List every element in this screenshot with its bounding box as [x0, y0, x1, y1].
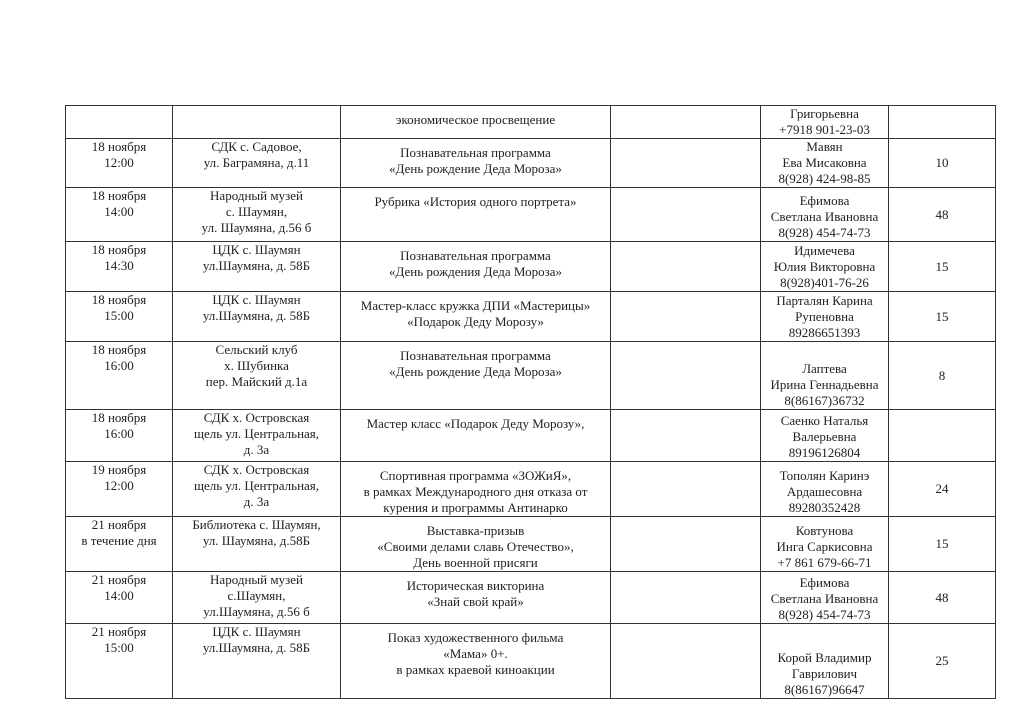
contact-line: Ирина Геннадьевна: [770, 377, 879, 392]
date-cell: [66, 292, 173, 342]
contact-line: Светлана Ивановна: [770, 591, 879, 606]
date-line: 16:00: [104, 426, 134, 441]
participants-count-cell: 15: [889, 517, 996, 572]
table-row: [66, 624, 996, 699]
date-line: 18 ноября: [91, 188, 147, 203]
place-line: ЦДК с. Шаумян: [212, 624, 301, 639]
place-line: Библиотека с. Шаумян,: [192, 517, 321, 532]
place-line: ул. Шаумяна, д.56 б: [201, 220, 312, 235]
contact-line: Ковтунова: [795, 523, 854, 538]
contact-line: Гаврилович: [791, 666, 858, 681]
contact-line: Ефимова: [799, 575, 850, 590]
date-line: 21 ноября: [91, 517, 147, 532]
place-line: ЦДК с. Шаумян: [212, 242, 301, 257]
empty-cell: [611, 624, 761, 699]
event-line: «День рождение Деда Мороза»: [389, 364, 562, 379]
place-line: ЦДК с. Шаумян: [212, 292, 301, 307]
date-cell: [66, 342, 173, 410]
event-line: Познавательная программа: [400, 348, 551, 363]
event-line: День военной присяги: [413, 555, 538, 570]
contact-line: 8(928) 454-74-73: [778, 225, 871, 240]
table-row: [66, 242, 996, 292]
date-line: 14:00: [104, 588, 134, 603]
event-line: Историческая викторина: [406, 578, 545, 593]
event-cell: [341, 410, 611, 462]
place-line: щель ул. Центральная,: [193, 426, 320, 441]
contact-cell: [761, 342, 889, 410]
event-cell: [341, 242, 611, 292]
place-cell: [173, 410, 341, 462]
place-line: д. 3а: [243, 494, 270, 509]
contact-line: Валерьевна: [792, 429, 857, 444]
place-line: ул.Шаумяна, д. 58Б: [202, 258, 311, 273]
place-line: ул. Шаумяна, д.58Б: [202, 533, 311, 548]
event-line: курения и программы Антинарко: [383, 500, 568, 515]
event-line: Познавательная программа: [400, 145, 551, 160]
contact-line: 8(86167)36732: [784, 393, 865, 408]
date-cell: [66, 624, 173, 699]
event-line: экономическое просвещение: [395, 112, 556, 127]
contact-line: Корой Владимир: [777, 650, 872, 665]
date-line: 18 ноября: [91, 139, 147, 154]
date-cell: [66, 242, 173, 292]
date-cell: [66, 572, 173, 624]
contact-cell: [761, 517, 889, 572]
event-cell: [341, 572, 611, 624]
place-line: Народный музей: [210, 572, 303, 587]
date-line: 12:00: [104, 155, 134, 170]
date-line: 18 ноября: [91, 242, 147, 257]
contact-line: Лаптева: [802, 361, 847, 376]
contact-line: Идимечева: [794, 243, 855, 258]
contact-line: Григорьевна: [790, 106, 859, 121]
date-cell: [66, 106, 173, 139]
event-line: Мастер-класс кружка ДПИ «Мастерицы»: [360, 298, 591, 313]
contact-line: 8(928)401-76-26: [780, 275, 869, 290]
event-line: Рубрика «История одного портрета»: [374, 194, 577, 209]
empty-cell: [611, 517, 761, 572]
event-cell: [341, 106, 611, 139]
date-line: 21 ноября: [91, 624, 147, 639]
contact-line: Мавян: [806, 139, 843, 154]
empty-cell: [611, 410, 761, 462]
place-line: с.Шаумян,: [227, 588, 286, 603]
event-line: Спортивная программа «ЗОЖиЯ»,: [379, 468, 572, 483]
place-line: ул.Шаумяна, д. 58Б: [202, 640, 311, 655]
table-row: [66, 188, 996, 242]
empty-cell: [611, 342, 761, 410]
place-line: пер. Майский д.1а: [205, 374, 308, 389]
place-cell: [173, 292, 341, 342]
contact-cell: [761, 242, 889, 292]
contact-line: Парталян Карина: [776, 293, 873, 308]
table-row: [66, 342, 996, 410]
empty-cell: [611, 572, 761, 624]
contact-cell: [761, 462, 889, 517]
table-row: [66, 572, 996, 624]
contact-cell: [761, 410, 889, 462]
contact-line: 89286651393: [788, 325, 861, 340]
table-row: [66, 517, 996, 572]
participants-count-cell: [889, 410, 996, 462]
participants-count-cell: 25: [889, 624, 996, 699]
table-row: [66, 106, 996, 139]
event-cell: [341, 517, 611, 572]
participants-count-cell: 15: [889, 242, 996, 292]
contact-line: +7 861 679-66-71: [777, 555, 872, 570]
participants-count-cell: 15: [889, 292, 996, 342]
place-cell: [173, 242, 341, 292]
contact-line: Саенко Наталья: [780, 413, 869, 428]
event-line: Показ художественного фильма: [387, 630, 564, 645]
event-line: Выставка-призыв: [426, 523, 525, 538]
event-line: «День рождения Деда Мороза»: [388, 264, 563, 279]
events-table-body: [66, 106, 996, 699]
contact-cell: [761, 106, 889, 139]
event-cell: [341, 342, 611, 410]
contact-cell: [761, 188, 889, 242]
participants-count-cell: 48: [889, 572, 996, 624]
contact-cell: [761, 292, 889, 342]
place-cell: [173, 517, 341, 572]
place-line: д. 3а: [243, 442, 270, 457]
empty-cell: [611, 462, 761, 517]
date-line: 16:00: [104, 358, 134, 373]
event-line: «Своими делами славь Отечество»,: [377, 539, 574, 554]
place-line: щель ул. Центральная,: [193, 478, 320, 493]
place-cell: [173, 139, 341, 188]
participants-count-cell: 10: [889, 139, 996, 188]
empty-cell: [611, 188, 761, 242]
event-cell: [341, 462, 611, 517]
place-line: ул. Баграмяна, д.11: [203, 155, 310, 170]
contact-line: 8(928) 424-98-85: [778, 171, 871, 186]
place-line: Народный музей: [210, 188, 303, 203]
place-line: ул.Шаумяна, д.56 б: [203, 604, 310, 619]
contact-line: Тополян Каринэ: [779, 468, 870, 483]
contact-line: 8(928) 454-74-73: [778, 607, 871, 622]
date-line: 21 ноября: [91, 572, 147, 587]
date-line: 15:00: [104, 308, 134, 323]
empty-cell: [611, 139, 761, 188]
date-line: 19 ноября: [91, 462, 147, 477]
date-line: 12:00: [104, 478, 134, 493]
event-line: Познавательная программа: [400, 248, 551, 263]
event-cell: [341, 139, 611, 188]
event-line: Мастер класс «Подарок Деду Морозу»,: [366, 416, 585, 431]
empty-cell: [611, 242, 761, 292]
contact-line: Ардашесовна: [786, 484, 863, 499]
event-cell: [341, 624, 611, 699]
contact-line: 89280352428: [788, 500, 861, 515]
contact-cell: [761, 572, 889, 624]
participants-count-cell: 48: [889, 188, 996, 242]
contact-line: Юлия Викторовна: [773, 259, 876, 274]
date-cell: [66, 410, 173, 462]
place-cell: [173, 342, 341, 410]
date-cell: [66, 188, 173, 242]
contact-cell: [761, 139, 889, 188]
event-line: «Знай свой край»: [427, 594, 524, 609]
event-line: «Подарок Деду Морозу»: [407, 314, 544, 329]
participants-count-cell: 8: [889, 342, 996, 410]
place-line: СДК х. Островская: [203, 410, 310, 425]
date-cell: [66, 462, 173, 517]
place-line: х. Шубинка: [224, 358, 289, 373]
place-cell: [173, 106, 341, 139]
contact-line: Ева Мисаковна: [782, 155, 867, 170]
place-line: ул.Шаумяна, д. 58Б: [202, 308, 311, 323]
place-line: СДК х. Островская: [203, 462, 310, 477]
place-line: СДК с. Садовое,: [211, 139, 302, 154]
contact-line: Рупеновна: [795, 309, 854, 324]
empty-cell: [611, 106, 761, 139]
events-table: [65, 105, 996, 699]
participants-count-cell: [889, 106, 996, 139]
date-line: 14:30: [104, 258, 134, 273]
event-cell: [341, 292, 611, 342]
contact-cell: [761, 624, 889, 699]
place-cell: [173, 188, 341, 242]
event-line: «Мама» 0+.: [443, 646, 508, 661]
participants-count-cell: 24: [889, 462, 996, 517]
contact-line: 8(86167)96647: [784, 682, 865, 697]
table-row: [66, 139, 996, 188]
place-cell: [173, 624, 341, 699]
event-cell: [341, 188, 611, 242]
table-row: [66, 462, 996, 517]
date-line: 18 ноября: [91, 292, 147, 307]
date-cell: [66, 517, 173, 572]
date-line: 14:00: [104, 204, 134, 219]
empty-cell: [611, 292, 761, 342]
date-line: 18 ноября: [91, 342, 147, 357]
table-row: [66, 292, 996, 342]
date-line: 18 ноября: [91, 410, 147, 425]
event-line: в рамках Международного дня отказа от: [363, 484, 588, 499]
event-line: в рамках краевой киноакции: [396, 662, 555, 677]
date-line: 15:00: [104, 640, 134, 655]
contact-line: Инга Саркисовна: [776, 539, 873, 554]
place-cell: [173, 572, 341, 624]
place-line: с. Шаумян,: [225, 204, 288, 219]
table-row: [66, 410, 996, 462]
contact-line: 89196126804: [788, 445, 861, 460]
contact-line: Ефимова: [799, 193, 850, 208]
place-line: Сельский клуб: [215, 342, 298, 357]
place-cell: [173, 462, 341, 517]
date-line: в течение дня: [81, 533, 157, 548]
contact-line: Светлана Ивановна: [770, 209, 879, 224]
date-cell: [66, 139, 173, 188]
contact-line: +7918 901-23-03: [779, 122, 870, 137]
event-line: «День рождение Деда Мороза»: [389, 161, 562, 176]
